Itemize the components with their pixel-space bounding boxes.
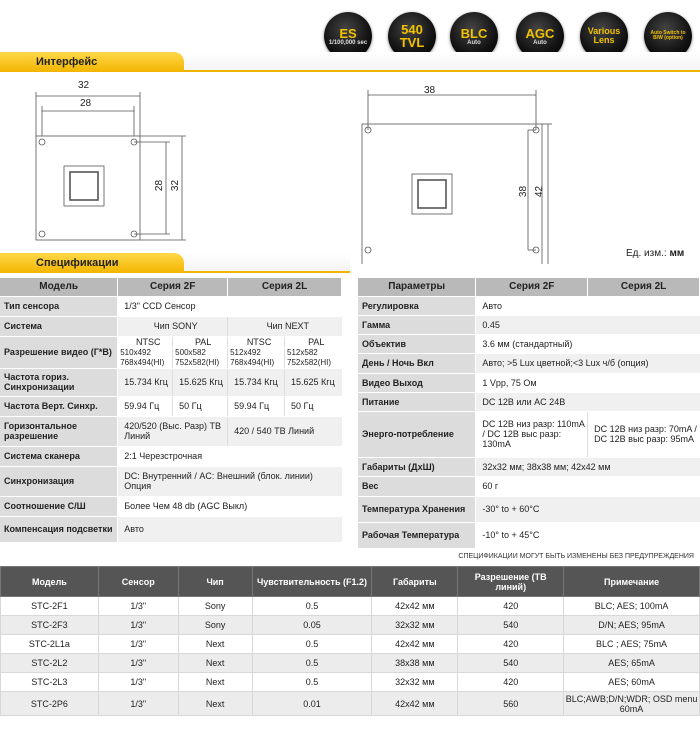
table-row: STC-2F1 1/3" Sony 0.5 42x42 мм 420 BLC; AES; 100mA (1, 597, 700, 616)
dim-inner-height-left: 28 (154, 179, 166, 192)
spec-change-note: СПЕЦИФИКАЦИИ МОГУТ БЫТЬ ИЗМЕНЕНЫ БЕЗ ПРЕДУПРЕЖДЕНИЯ (458, 553, 694, 560)
board-outline-left (36, 136, 140, 240)
es-badge: ES 1/100,000 sec (324, 12, 372, 60)
dim-inner-height-right: 38 (518, 185, 530, 198)
table-row: STC-2L3 1/3" Next 0.5 32x32 мм 420 AES; 60mA (1, 673, 700, 692)
interface-title: Интерфейс (0, 52, 184, 72)
units-note: Ед. изм.: мм (626, 248, 685, 259)
table-row: STC-2F3 1/3" Sony 0.05 32x32 мм 540 D/N; AES; 95mA (1, 616, 700, 635)
auto-switch-badge: Auto Switch to B/W (option) (644, 12, 692, 60)
agc-badge: AGC Auto (516, 12, 564, 60)
specs-title: Спецификации (0, 253, 184, 273)
table-row: STC-2L1a 1/3" Next 0.5 42x42 мм 420 BLC ; AES; 75mA (1, 635, 700, 654)
table-row: STC-2L2 1/3" Next 0.5 38x38 мм 540 AES; 65mA (1, 654, 700, 673)
table-row: STC-2P6 1/3" Next 0.01 42x42 мм 560 BLC;AWB;D/N;WDR; OSD menu 60mA (1, 692, 700, 716)
dim-outer-width-right: 38 (424, 85, 436, 96)
dim-inner-width-left: 28 (80, 98, 92, 109)
spec-table-right: Параметры Серия 2F Серия 2L Регулировка Авто Гамма 0.45 Объектив 3.6 мм (стандартный) День / Ночь Вкл Авто; >5 Lux цветной;<3 Lux ч/б (опция) Видео Выход 1 Vpp, 75 Ом Питание DC 12В или AC 24В Энерго-потребление DC 12В низ разр: 110mA / DC 12В выс разр: 130mA DC 12В низ разр: 70mA / DC 12В выс разр: 95mA Габариты (ДхШ) 32x32 мм; 38x38 мм; 42x42 мм Вес 60 г Температура Хранения -30° to + 60°C Рабочая Температура -10° to + 45°C (358, 278, 700, 549)
blc-badge: BLC Auto (450, 12, 498, 60)
spec-table-left: Модель Серия 2F Серия 2L Тип сенсора 1/3" CCD Сенсор Система Чип SONY Чип NEXT Разрешение видео (Г*В) NTSC PAL NTSC PAL 510x492 768x494(HI) 500x582 752x582(HI) 512x492 768x494(HI) 512x582 752x582(HI) Частота гориз. Синхронизации 15.734 Кгц 15.625 Кгц 15.734 Кгц 15.625 Кгц Частота Верт. Синхр. 59.94 Гц 50 Гц 59.94 Гц 50 Гц Горизонтальное разрешение 420/520 (Выс. Разр) ТВ Линий 420 / 540 ТВ Линий Система сканера 2:1 Черезстрочная Синхронизация DC: Внутренний / AC: Внешний (блок. линии) Опция Соотношение С/Ш Более Чем 48 db (AGC Выкл) Компенсация подсветки Авто (0, 278, 342, 543)
models-table-header: Модель Сенсор Чип Чувствительность (F1.2) Габариты Разрешение (ТВ линий) Примечание (1, 567, 700, 597)
dim-outer-width-left: 32 (78, 80, 90, 91)
models-table (0, 566, 700, 716)
dim-outer-height-left: 32 (170, 179, 182, 192)
dim-outer-height-right: 42 (534, 185, 546, 198)
lens-badge: Various Lens (580, 12, 628, 60)
540tvl-badge: 540 TVL (388, 12, 436, 60)
interface-drawings (0, 74, 700, 264)
